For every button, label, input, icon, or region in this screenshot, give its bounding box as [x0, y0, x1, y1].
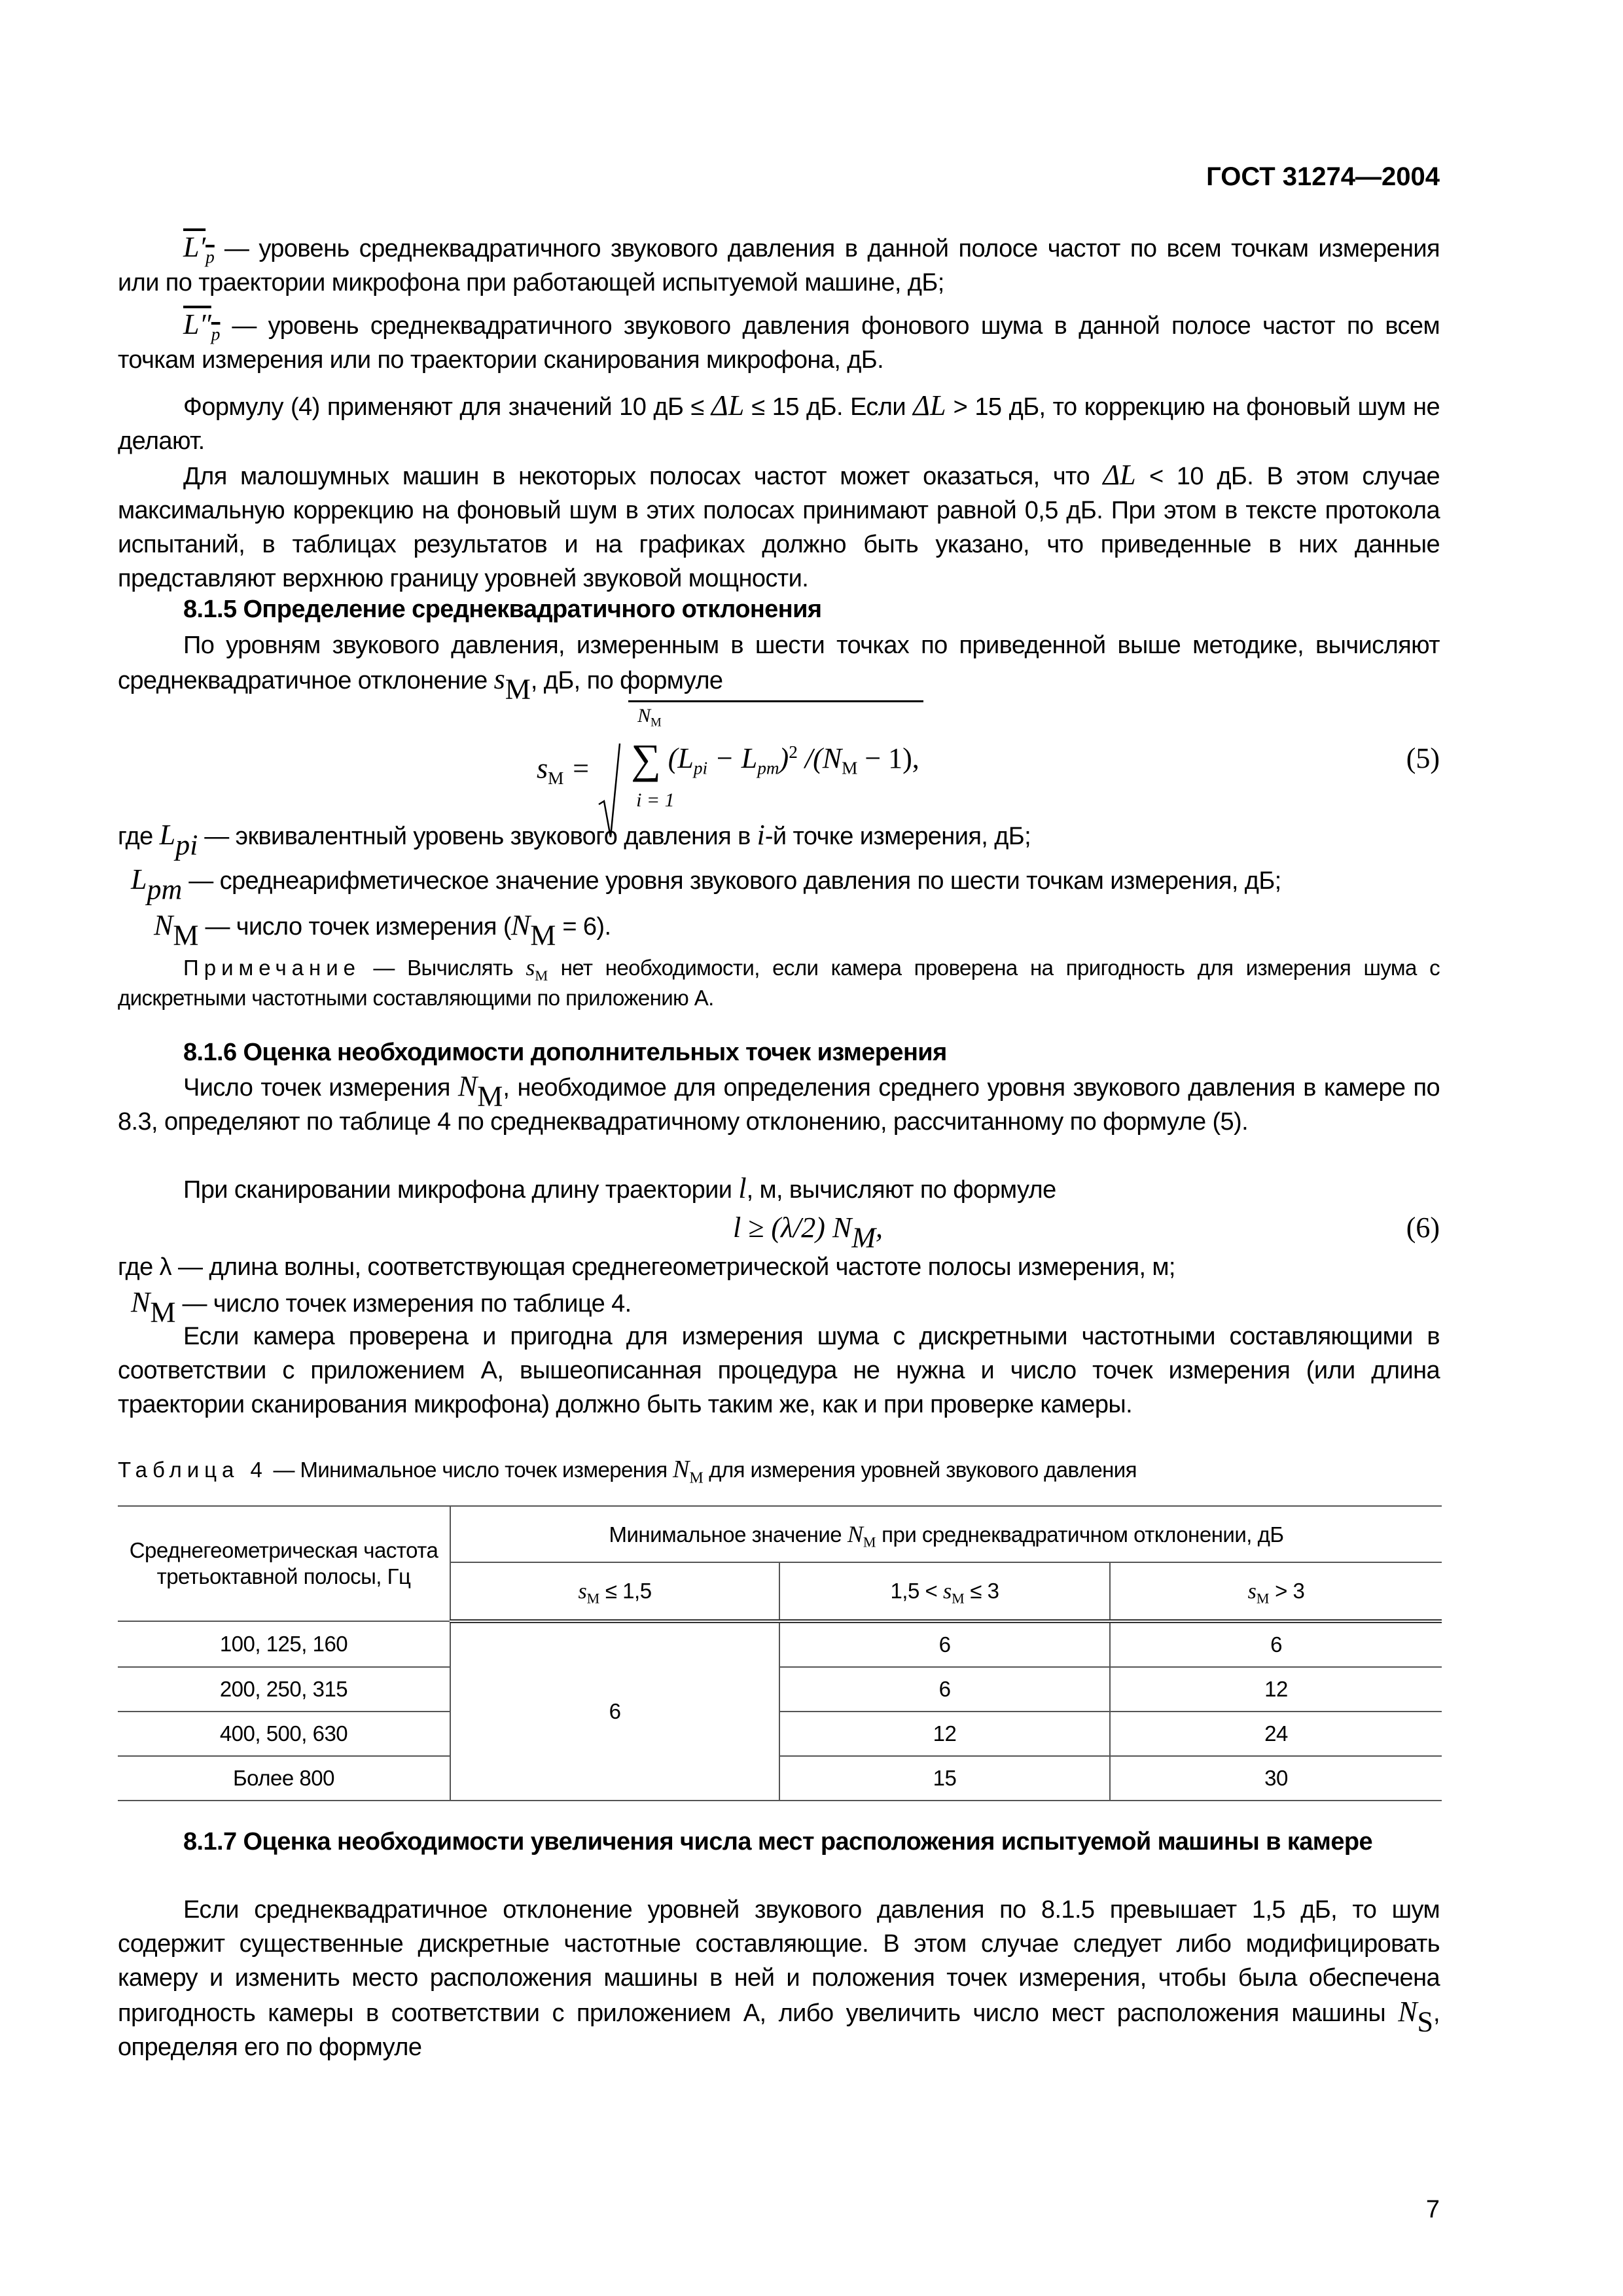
- cell-value: 12: [1110, 1667, 1442, 1712]
- table-4: [118, 1505, 1442, 1801]
- table-row: [118, 1756, 1442, 1801]
- definition-lp-prime: [118, 230, 1440, 300]
- cell-frequency: 400, 500, 630: [118, 1712, 450, 1756]
- header-sm-1-5-to-3: $1,5 < s_M \le 3$: [779, 1562, 1110, 1621]
- cell-value: 6: [779, 1667, 1110, 1712]
- paragraph-chamber-checked: Если камера проверена и пригодна для измерения шума с дискретными частотными составляющими в соответствии с приложением А, вышеописанная процедура не нужна и число точек измерения (или длина траектории сканирования микрофона) должно быть таким же, как и при проверке камеры.: [118, 1323, 1440, 1418]
- cell-value: 6: [779, 1621, 1110, 1667]
- cell-frequency: 200, 250, 315: [118, 1667, 450, 1712]
- formula-5: $s_M$ = $N_M$ ∑ i = 1 $(L_{pi} - L_{pm})^2$ $/(N_M - 1)$, (5): [0, 704, 1623, 815]
- definition-lp-double-prime: [118, 308, 1440, 377]
- cell-frequency: 100, 125, 160: [118, 1621, 450, 1667]
- heading-8-1-7: 8.1.7 Оценка необходимости увеличения числа мест расположения испытуемой машины в камере: [183, 1828, 1372, 1856]
- where-nm-table: $N_M$ — число точек измерения по таблице 4.: [131, 1286, 632, 1329]
- cell-value: 12: [779, 1712, 1110, 1756]
- formula-6: l ≥ (λ/2) $N_M$, (6): [733, 1211, 1440, 1254]
- formula-number: (6): [1406, 1211, 1440, 1244]
- sum-icon: ∑: [631, 736, 661, 782]
- formula-number: (5): [1406, 742, 1440, 774]
- header-frequency: Среднегеометрическая частота третьоктавной полосы, Гц: [118, 1506, 450, 1621]
- heading-8-1-6: 8.1.6 Оценка необходимости дополнительных точек измерения: [183, 1039, 947, 1066]
- definition-text: — уровень среднеквадратичного звукового давления фонового шума в данной полосе частот по всем точкам измерения или по траектории сканирования микрофона, дБ.: [118, 312, 1440, 374]
- cell-value: 6: [1110, 1621, 1442, 1667]
- cell-value: 24: [1110, 1712, 1442, 1756]
- header-sm-gt-3: $s_M > 3$: [1110, 1562, 1442, 1621]
- cell-frequency: Более 800: [118, 1756, 450, 1801]
- page-number: 7: [1425, 2196, 1440, 2223]
- table-row: [118, 1667, 1442, 1712]
- paragraph-8-1-7: Если среднеквадратичное отклонение уровней звукового давления по 8.1.5 превышает 1,5 дБ, то шум содержит существенные дискретные частотные составляющие. В этом случае следует либо модифицировать камеру и изменить место расположения машины в ней и положения точек измерения, чтобы была обеспечена пригодность камеры в соответствии с приложением А, либо увеличить число мест расположения машины $N_S$, определяя его по формуле: [118, 1896, 1440, 2061]
- cell-value: 30: [1110, 1756, 1442, 1801]
- header-sm-le-1-5: $s_M \le 1,5$: [450, 1562, 779, 1621]
- symbol: $L'_p$: [183, 231, 215, 267]
- where-lpm: $L_{pm}$ — среднеарифметическое значение уровня звукового давления по шести точкам измерения, дБ;: [131, 863, 1281, 906]
- table-row: [118, 1621, 1442, 1667]
- paragraph-formula4: Формулу (4) применяют для значений 10 дБ ≤ ΔL ≤ 15 дБ. Если ΔL > 15 дБ, то коррекцию на фоновый шум не делают.: [118, 389, 1440, 455]
- where-lambda: где λ — длина волны, соответствующая среднегеометрической частоте полосы измерения, м;: [118, 1253, 1175, 1281]
- note: Примечание — Вычислять $s_M$ нет необходимости, если камера проверена на пригодность для измерения шума с дискретными частотными составляющими по приложению А.: [118, 954, 1440, 1010]
- document-number: ГОСТ 31274—2004: [1206, 162, 1440, 191]
- paragraph-8-1-5: По уровням звукового давления, измеренным в шести точках по приведенной выше методике, вычисляют среднеквадратичное отклонение $s_M$, дБ, по формуле: [118, 632, 1440, 706]
- symbol: $L''_p$: [183, 308, 221, 344]
- cell-value: 15: [779, 1756, 1110, 1801]
- table-caption: Таблица 4 — Минимальное число точек измерения $N_M$ для измерения уровней звукового давления: [118, 1456, 1137, 1487]
- cell-merged-value: 6: [450, 1621, 779, 1801]
- header-group: Минимальное значение $N_M$ при среднеквадратичном отклонении, дБ: [450, 1506, 1442, 1562]
- definition-text: — уровень среднеквадратичного звукового давления в данной полосе частот по всем точкам измерения или по траектории микрофона при работающей испытуемой машине, дБ;: [118, 235, 1440, 296]
- paragraph-8-1-6: Число точек измерения $N_M$, необходимое для определения среднего уровня звукового давления в камере по 8.3, определяют по таблице 4 по среднеквадратичному отклонению, рассчитанному по формуле (5).: [118, 1070, 1440, 1136]
- paragraph-trajectory: При сканировании микрофона длину траектории l, м, вычисляют по формуле: [183, 1172, 1056, 1204]
- paragraph-low-noise: Для малошумных машин в некоторых полосах частот может оказаться, что ΔL < 10 дБ. В этом случае максимальную коррекцию на фоновый шум в этих полосах принимают равной 0,5 дБ. При этом в тексте протокола испытаний, в таблицах результатов и на графиках должно быть указано, что приведенные в них данные представляют верхнюю границу уровней звуковой мощности.: [118, 459, 1440, 592]
- table-row: [118, 1712, 1442, 1756]
- heading-8-1-5: 8.1.5 Определение среднеквадратичного отклонения: [183, 596, 822, 623]
- where-nm: $N_M$ — число точек измерения $(N_M = 6)$.: [154, 909, 611, 952]
- where-lpi: где $L_{pi}$ — эквивалентный уровень звукового давления в i-й точке измерения, дБ;: [118, 819, 1031, 861]
